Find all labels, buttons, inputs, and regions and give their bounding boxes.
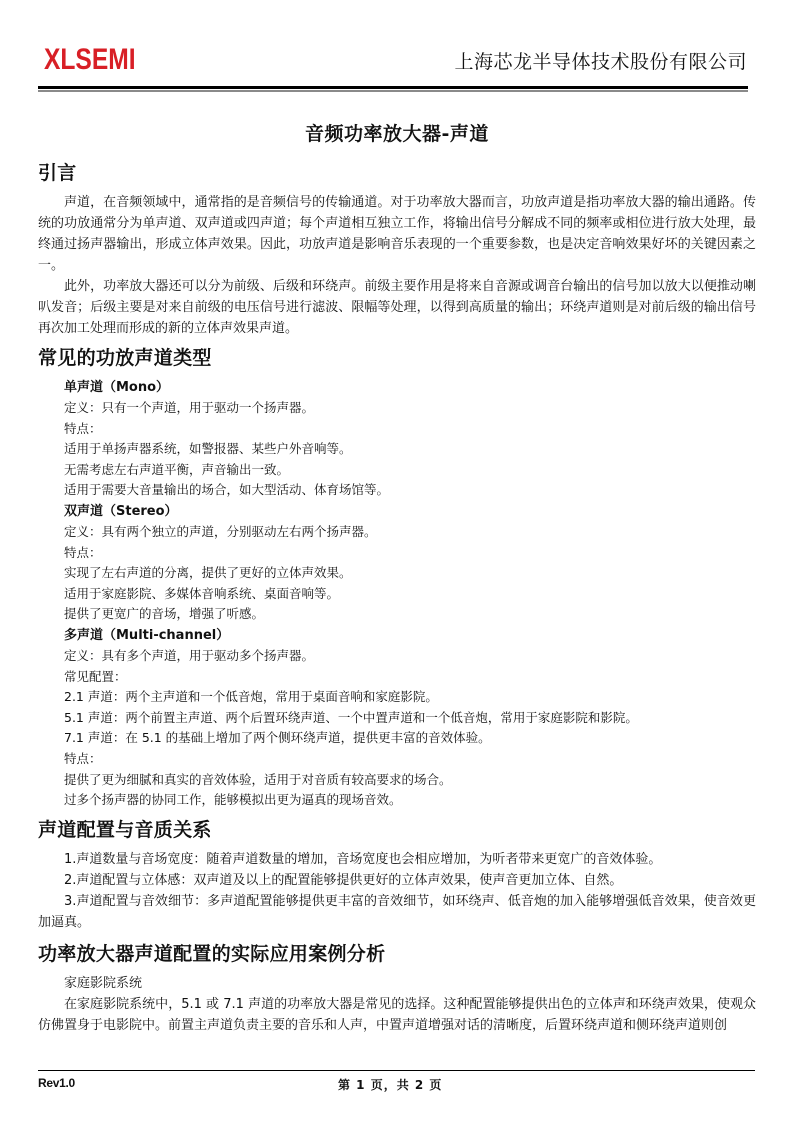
subsection-title: 双声道（Stereo）: [64, 503, 178, 519]
subsection-title: 多声道（Multi-channel）: [64, 627, 230, 643]
definition: 定义：具有多个声道，用于驱动多个扬声器。: [64, 647, 315, 663]
section-quality: [38, 815, 756, 933]
page-footer: [38, 1070, 755, 1100]
section-heading: 功率放大器声道配置的实际应用案例分析: [38, 942, 386, 965]
header-divider-thin: [38, 90, 748, 92]
config-item: 7.1 声道：在 5.1 的基础上增加了两个侧环绕声道，提供更丰富的音效体验。: [64, 730, 491, 746]
section-heading: 声道配置与音质关系: [38, 818, 212, 841]
features-label: 特点：: [64, 544, 102, 560]
header-divider-thick: [38, 86, 748, 89]
feature-item: 适用于需要大音量输出的场合，如大型活动、体育场馆等。: [64, 482, 390, 498]
revision-label: Rev1.0: [38, 1076, 75, 1090]
company-logo: XLSEMI: [44, 43, 136, 76]
feature-item: 实现了左右声道的分离，提供了更好的立体声效果。: [64, 565, 352, 581]
feature-item: 提供了更为细腻和真实的音效体验，适用于对音质有较高要求的场合。: [64, 771, 452, 787]
list-item: 2.声道配置与立体感：双声道及以上的配置能够提供更好的立体声效果，使声音更加立体、自然。: [64, 872, 623, 888]
document-body: [38, 120, 756, 1036]
paragraph: 此外，功率放大器还可以分为前级、后级和环绕声。前级主要作用是将来自音源或调音台输出的信号加以放大以便推动喇叭发音；后级主要是对来自前级的电压信号进行滤波、限幅等处理，以得到高质量的输出；环绕声道则是对前后级的输出信号再次加工处理而形成的新的立体声效果声道。: [38, 279, 756, 336]
features-label: 特点：: [64, 750, 102, 766]
section-intro: [38, 158, 756, 339]
config-item: 2.1 声道：两个主声道和一个低音炮，常用于桌面音响和家庭影院。: [64, 689, 438, 705]
company-name: 上海芯龙半导体技术股份有限公司: [454, 51, 747, 73]
list-item: 3.声道配置与音效细节：多声道配置能够提供更丰富的音效细节，如环绕声、低音炮的加入能够增强低音效果，使音效更加逼真。: [38, 893, 756, 930]
feature-item: 适用于家庭影院、多媒体音响系统、桌面音响等。: [64, 585, 340, 601]
feature-item: 过多个扬声器的协同工作，能够模拟出更为逼真的现场音效。: [64, 792, 402, 808]
subsection-title: 单声道（Mono）: [64, 380, 170, 395]
definition: 定义：具有两个独立的声道，分别驱动左右两个扬声器。: [64, 523, 377, 539]
mono-block: [38, 377, 756, 501]
stereo-block: [38, 501, 756, 625]
list-item: 1.声道数量与音场宽度：随着声道数量的增加，音场宽度也会相应增加，为听者带来更宽广的音效体验。: [64, 851, 662, 867]
section-heading: 引言: [38, 162, 77, 184]
config-label: 常见配置：: [64, 668, 127, 684]
config-item: 5.1 声道：两个前置主声道、两个后置环绕声道、一个中置声道和一个低音炮，常用于家庭影院和影院。: [64, 709, 638, 725]
document-title: 音频功率放大器-声道: [305, 123, 489, 145]
multichannel-block: [38, 625, 756, 811]
case-subheading: 家庭影院系统: [64, 975, 143, 991]
paragraph: 声道，在音频领域中，通常指的是音频信号的传输通道。对于功率放大器而言，功放声道是指功率放大器的输出通路。传统的功放通常分为单声道、双声道或四声道；每个声道相互独立工作，将输出信号分解成不同的频率或相位进行放大处理，最终通过扬声器输出，形成立体声效果。因此，功放声道是影响音乐表现的一个重要参数，也是决定音响效果好坏的关键因素之一。: [38, 195, 756, 273]
feature-item: 无需考虑左右声道平衡，声音输出一致。: [64, 461, 290, 477]
feature-item: 提供了更宽广的音场，增强了听感。: [64, 606, 265, 622]
section-case-study: [38, 939, 756, 1036]
section-channel-types: [38, 343, 756, 811]
page-header: [38, 40, 755, 92]
feature-item: 适用于单扬声器系统，如警报器、某些户外音响等。: [64, 441, 352, 457]
definition: 定义：只有一个声道，用于驱动一个扬声器。: [64, 400, 315, 415]
section-heading: 常见的功放声道类型: [38, 347, 212, 369]
footer-divider: [38, 1070, 755, 1071]
page-number: 第 1 页，共 2 页: [338, 1078, 443, 1092]
features-label: 特点：: [64, 420, 102, 436]
paragraph: 在家庭影院系统中，5.1 或 7.1 声道的功率放大器是常见的选择。这种配置能够提供出色的立体声和环绕声效果，使观众仿佛置身于电影院中。前置主声道负责主要的音乐和人声，中置声道增强对话的清晰度，后置环绕声道和侧环绕声道则创: [38, 996, 756, 1033]
